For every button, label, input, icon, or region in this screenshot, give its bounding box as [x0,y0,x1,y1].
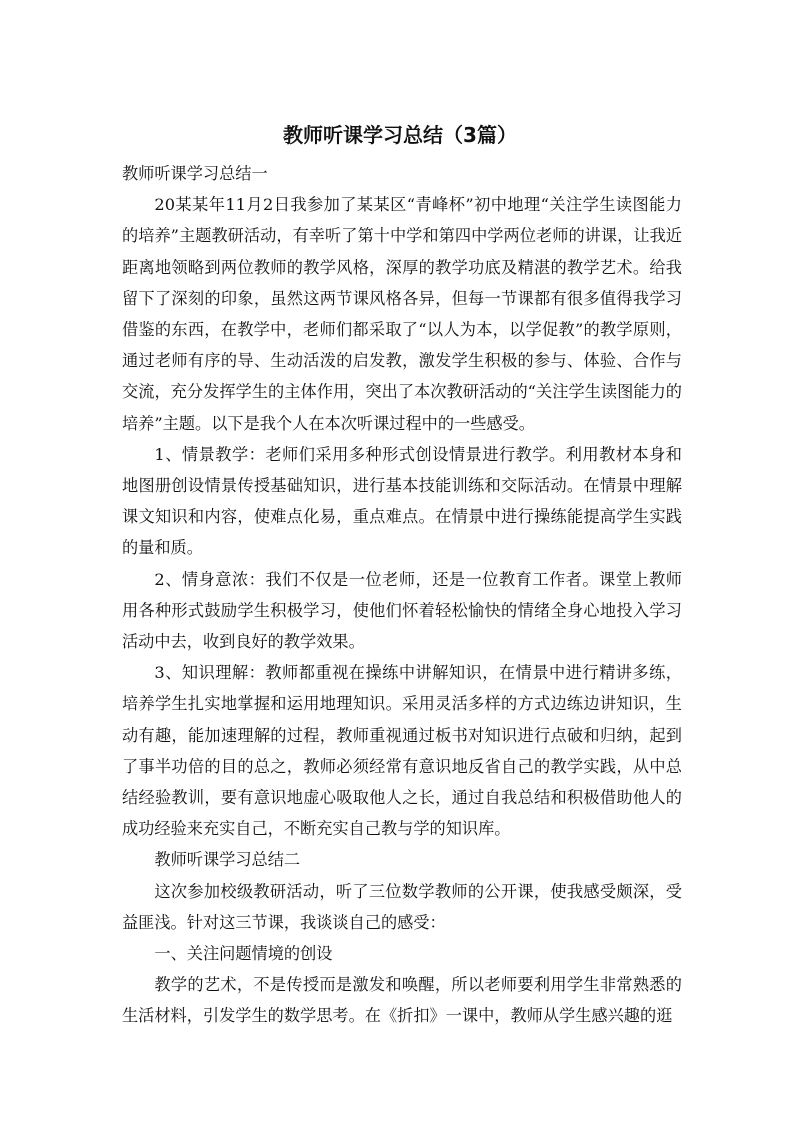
paragraph: 3、知识理解：教师都重视在操练中讲解知识，在情景中进行精讲多练，培养学生扎实地掌握和运用地理知识。采用灵活多样的方式边练边讲知识，生动有趣，能加速理解的过程，教师重视通过板书对知识进行点破和归纳，起到了事半功倍的目的总之，教师必须经常有意识地反省自己的教学实践，从中总结经验教训，要有意识地虚心吸取他人之长，通过自我总结和积极借助他人的成功经验来充实自己，不断充实自己教与学的知识库。 [122,663,682,839]
document-body [122,158,682,1032]
subsection-heading: 一、关注问题情境的创设 [154,944,333,964]
paragraph: 20某某年11月2日我参加了某某区“青峰杯”初中地理“关注学生读图能力的培养”主题教研活动，有幸听了第十中学和第四中学两位老师的讲课，让我近距离地领略到两位教师的教学风格，深厚的教学功底及精湛的教学艺术。给我留下了深刻的印象，虽然这两节课风格各异，但每一节课都有很多值得我学习借鉴的东西，在教学中，老师们都采取了“以人为本，以学促教”的教学原则，通过老师有序的导、生动活泼的启发教，激发学生积极的参与、体验、合作与交流，充分发挥学生的主体作用，突出了本次教研活动的“关注学生读图能力的培养”主题。以下是我个人在本次听课过程中的一些感受。 [122,195,682,433]
paragraph: 2、情身意浓：我们不仅是一位老师，还是一位教育工作者。课堂上教师用各种形式鼓励学生积极学习，使他们怀着轻松愉快的情绪全身心地投入学习活动中去，收到良好的教学效果。 [122,569,682,652]
section-heading-1: 教师听课学习总结一 [122,164,268,183]
paragraph: 1、情景教学：老师们采用多种形式创设情景进行教学。利用教材本身和地图册创设情景传授基础知识，进行基本技能训练和交际活动。在情景中理解课文知识和内容，使难点化易，重点难点。在情景中进行操练能提高学生实践的量和质。 [122,444,682,558]
document-title: 教师听课学习总结（3篇） [283,123,517,147]
paragraph: 教学的艺术，不是传授而是激发和唤醒，所以老师要利用学生非常熟悉的生活材料，引发学生的数学思考。在《折扣》一课中，教师从学生感兴趣的逛 [122,975,682,1026]
section-heading-2: 教师听课学习总结二 [154,850,301,870]
paragraph: 这次参加校级教研活动，听了三位数学教师的公开课，使我感受颇深，受益匪浅。针对这三节课，我谈谈自己的感受： [122,881,682,932]
